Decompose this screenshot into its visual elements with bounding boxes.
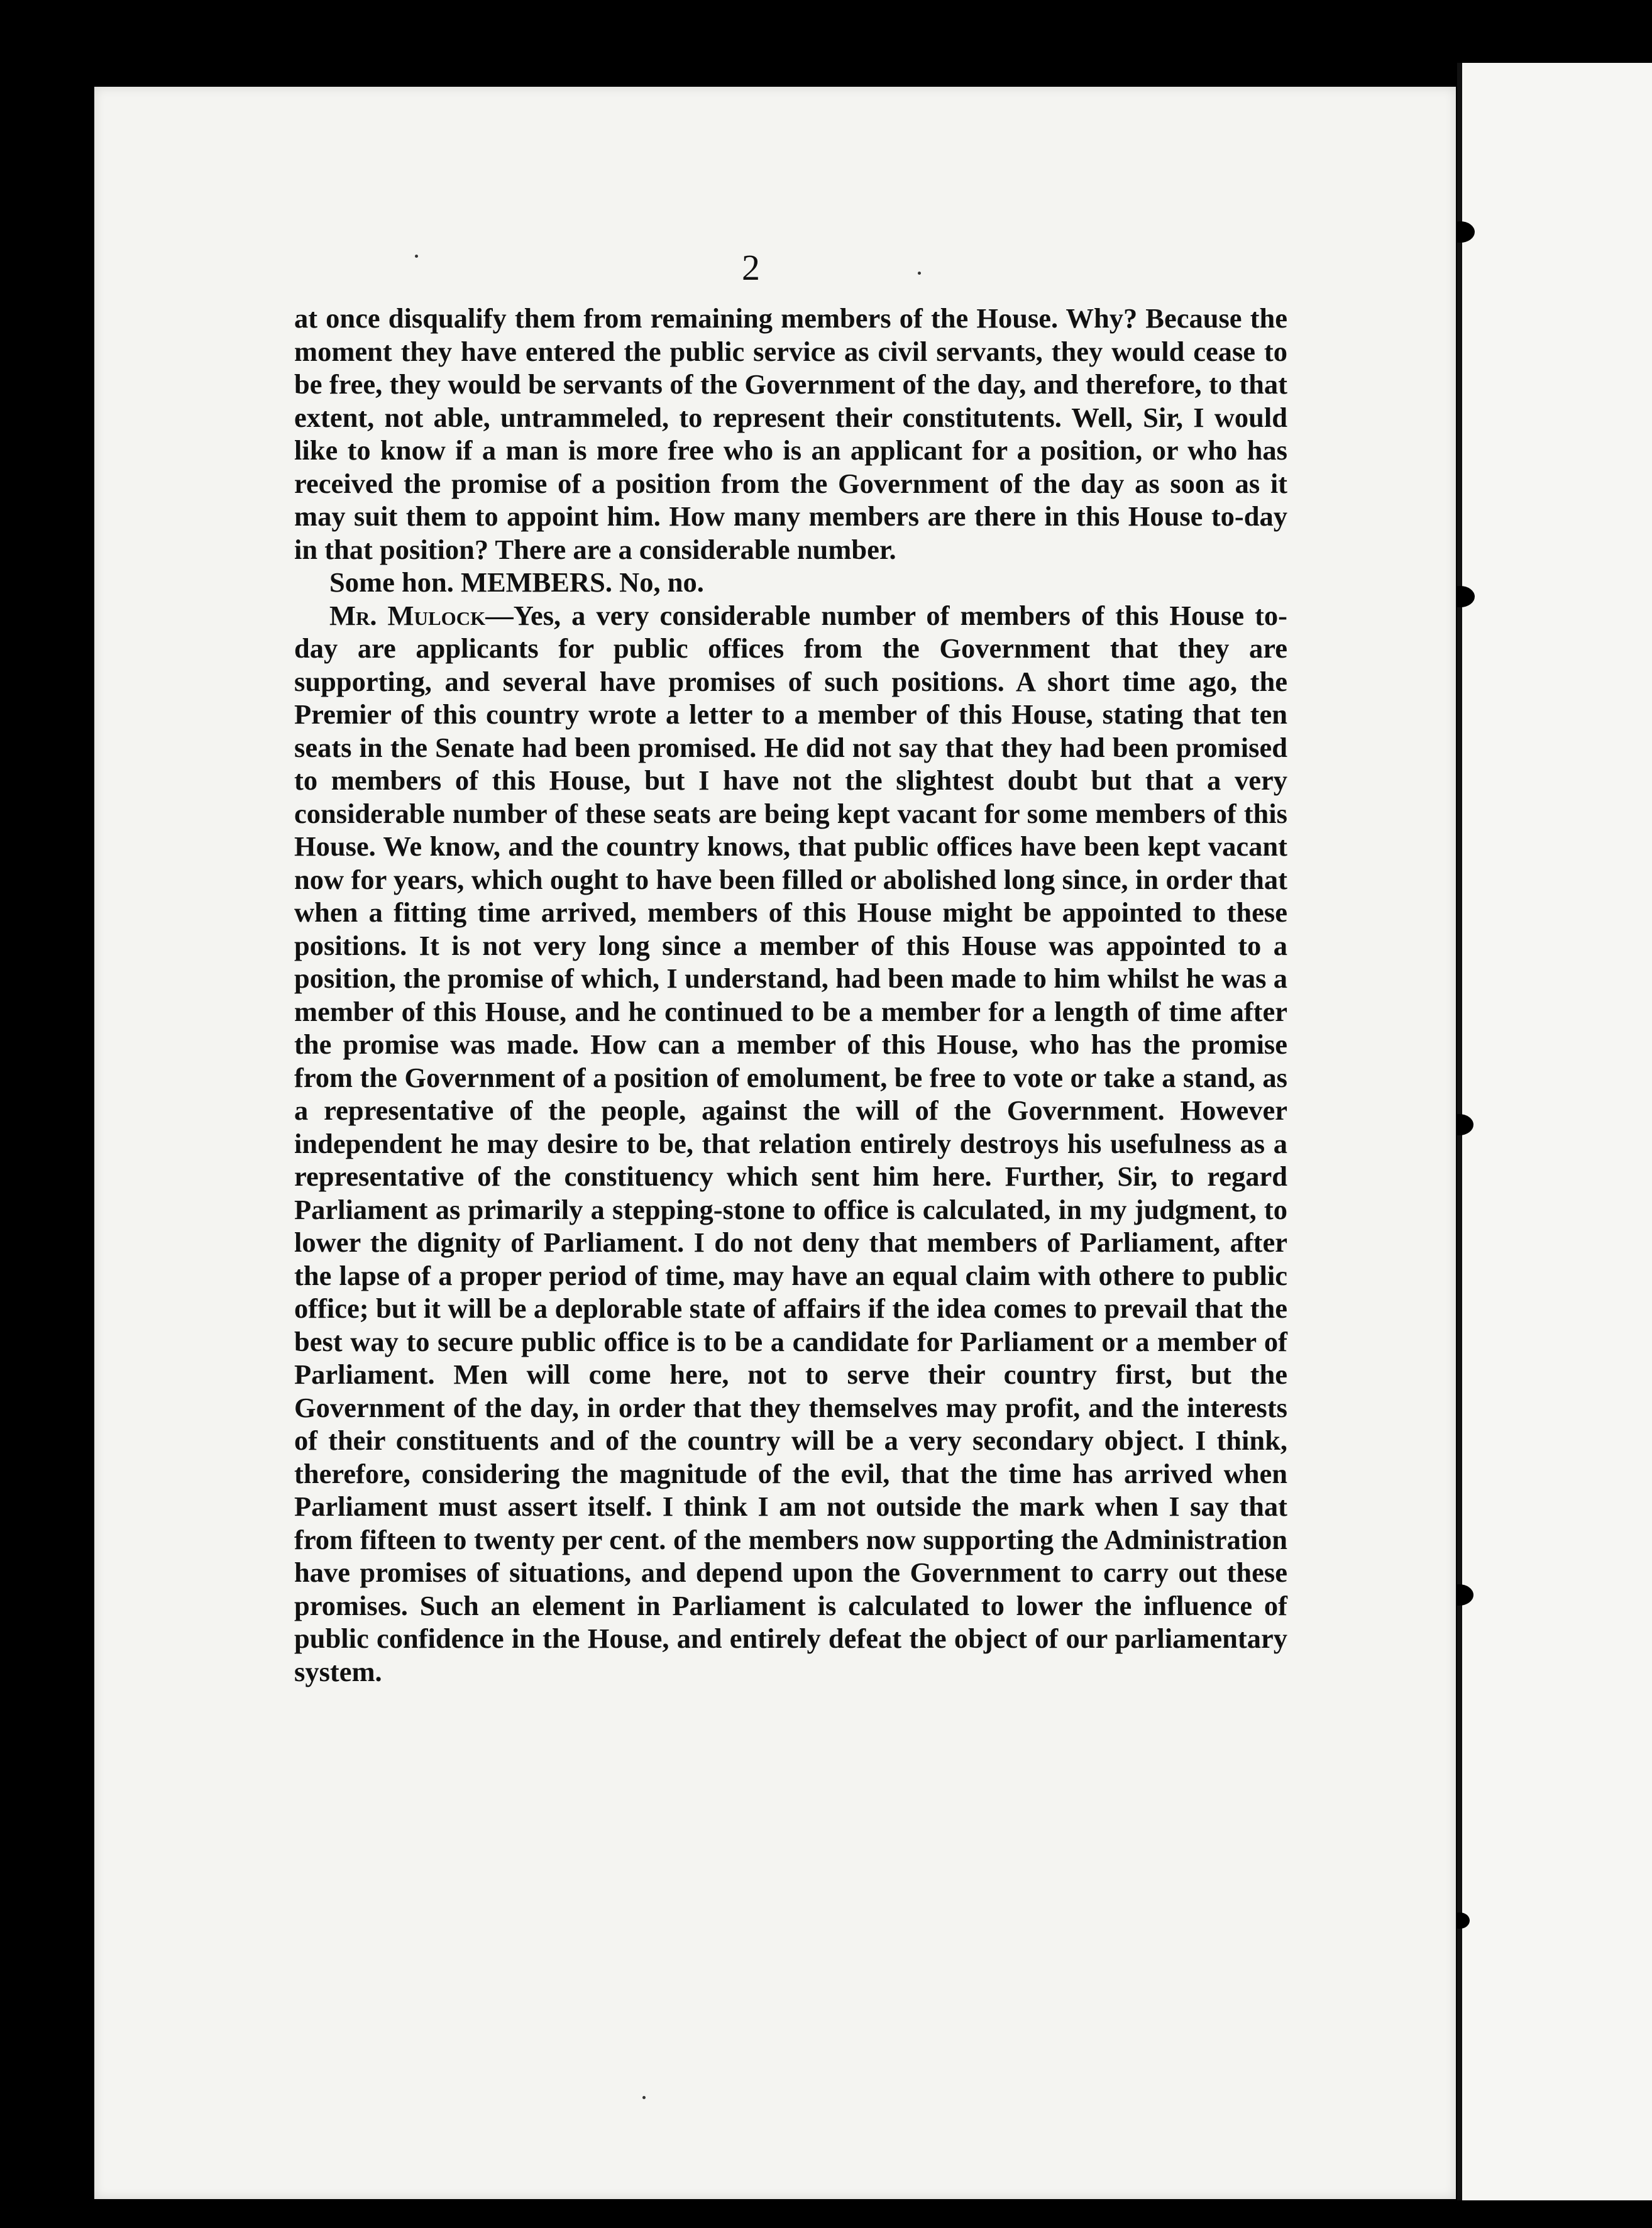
- page-number: 2: [742, 247, 760, 288]
- speck: [642, 2096, 646, 2099]
- paragraph: [294, 566, 1287, 599]
- body-text: [294, 302, 1287, 1688]
- speaker-label: Mr. Mulock: [329, 599, 486, 631]
- paragraph: [294, 302, 1287, 566]
- paragraph: [294, 599, 1287, 1689]
- adjacent-page: [1460, 63, 1652, 2200]
- paragraph-text: No, no.: [612, 566, 704, 598]
- paragraph-text: at once disqualify them from remaining members of the House. Why? Because the moment they have entered the public service as civil servants, they would cease to be free, they would be servants of the Government of the day, and therefore, to that extent, not able, untrammeled, to represent their constitutents. Well, Sir, I would like to know if a man is more free who is an applicant for a position, or who has received the promise of a position from the Government of the day as soon as it may suit them to appoint him. How many members are there in this House to-day in that position? There are a considerable number.: [294, 302, 1287, 565]
- paragraph-text: —Yes, a very considerable number of members of this House to-day are applicants for public offices from the Government that they are supporting, and several have promises of such positions. A short time ago, the Premier of this country wrote a letter to a member of this House, stating that ten seats in the Senate had been promised. He did not say that they had been promised to members of this House, but I have not the slightest doubt but that a very considerable number of these seats are being kept vacant for some members of this House. We know, and the country knows, that public offices have been kept vacant now for years, which ought to have been filled or abolished long since, in order that when a fitting time arrived, members of this House might be appointed to these positions. It is not very long since a member of this House was appointed to a position, the promise of which, I understand, had been made to him whilst he was a member of this House, and he continued to be a member for a length of time after the promise was made. How can a member of this House, who has the promise from the Government of a position of emolument, be free to vote or take a stand, as a representative of the people, against the will of the Government. However independent he may desire to be, that relation entirely destroys his usefulness as a representative of the constituency which sent him here. Further, Sir, to regard Parliament as primarily a stepping-stone to office is calculated, in my judgment, to lower the dignity of Parliament. I do not deny that members of Parliament, after the lapse of a proper period of time, may have an equal claim with othere to public office; but it will be a deplorable state of affairs if the idea comes to prevail that the best way to secure public office is to be a candidate for Parliament or a member of Parliament. Men will come here, not to serve their country first, but the Government of the day, in order that they themselves may profit, and the interests of their constituents and of the country will be a very secondary object. I think, therefore, considering the magnitude of the evil, that the time has arrived when Parliament must assert itself. I think I am not outside the mark when I say that from fifteen to twenty per cent. of the members now supporting the Administration have promises of situations, and depend upon the Government to carry out these promises. Such an element in Parliament is calculated to lower the influence of public confidence in the House, and entirely defeat the object of our parliamentary system.: [294, 599, 1287, 1687]
- speaker-label: Some hon. MEMBERS.: [329, 566, 612, 598]
- speck: [918, 272, 921, 275]
- speck: [415, 255, 418, 258]
